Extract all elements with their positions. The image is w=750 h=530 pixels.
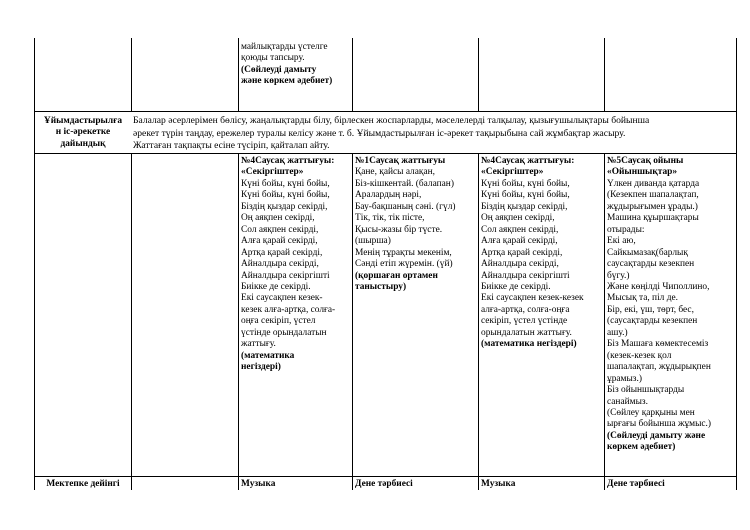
- finger-exercise-line: отырады:: [607, 224, 645, 235]
- finger-exercise-line: Айналдыра секіргішті: [241, 270, 330, 281]
- finger-exercise-monday: [241, 156, 335, 374]
- activity-desc-line-1: Балалар әсерлерімен бөлісу, жаңалықтарды білу, бірлескен жоспарларды, мәселелерді талқылау, қызығушылықтары бойынша: [133, 115, 650, 126]
- finger-exercise-line: Сол аяқпен секірді,: [241, 224, 319, 235]
- finger-exercise-line: Күні бойы, күні бойы,: [481, 190, 570, 201]
- finger-exercise-line: Артқа қарай секірді,: [481, 247, 563, 258]
- finger-exercise-line: (қоршаған ортамен: [355, 270, 438, 281]
- top-row-monday-cell: [241, 42, 332, 88]
- finger-exercise-line: (шырша): [355, 236, 391, 247]
- finger-exercise-line: Мысық та, піл де.: [607, 293, 678, 304]
- grid-line-h: [34, 153, 736, 154]
- finger-exercise-line: Сайкымазақ(барлық: [607, 247, 688, 258]
- finger-exercise-line: Сәнді етіп жүремін. (үй): [355, 259, 453, 270]
- finger-exercise-line: Айналдыра секірді,: [241, 259, 319, 270]
- grid-line-v: [604, 38, 605, 112]
- finger-exercise-line: Оң аяқпен секірді,: [241, 213, 315, 224]
- finger-exercise-line: (математика: [241, 350, 295, 361]
- grid-line-v: [478, 153, 479, 490]
- bottom-cell-pe-2: Дене тәрбиесі: [607, 479, 665, 489]
- top-row-monday-line: майлықтарды үстелге: [241, 42, 328, 52]
- grid-line-v: [604, 153, 605, 490]
- finger-exercise-line: Тік, тік, тік пісте,: [355, 213, 425, 224]
- finger-exercise-tuesday: [355, 156, 456, 293]
- grid-line-v: [131, 153, 132, 490]
- finger-exercise-line: саусақтарды кезекпен: [607, 259, 695, 270]
- finger-exercise-line: жұдырығымен ұрады.): [607, 201, 698, 212]
- finger-exercise-line: (Сөйлеуді дамыту және: [607, 430, 706, 441]
- finger-exercise-line: (кезек-кезек қол: [607, 350, 672, 361]
- finger-exercise-line: ашу.): [607, 327, 628, 338]
- finger-exercise-line: Екі саусақпен кезек-кезек: [481, 293, 584, 304]
- activity-label-line-3: дайындық: [60, 138, 106, 149]
- activity-row-label: [35, 116, 131, 150]
- finger-exercise-thursday: [607, 156, 711, 454]
- finger-exercise-line: №4Саусақ жаттығуы:: [241, 156, 335, 166]
- finger-exercise-line: (Кезекпен шапалақтап,: [607, 190, 699, 201]
- finger-exercise-line: Екі аю,: [607, 236, 636, 247]
- finger-exercise-line: орындалатын жаттығу.: [481, 327, 572, 338]
- finger-exercise-line: Біздің қыздар секірді,: [241, 201, 328, 212]
- finger-exercise-line: ұрамыз.): [607, 373, 642, 384]
- finger-exercise-line: №1Саусақ жаттығуы: [355, 156, 446, 166]
- bottom-cell-pe-1: Дене тәрбиесі: [355, 479, 413, 489]
- grid-line-v: [131, 38, 132, 112]
- finger-exercise-line: кезек алға-артқа, солға-: [241, 304, 336, 315]
- finger-exercise-line: «Ойыншықтар»: [607, 167, 678, 178]
- finger-exercise-line: оңға секіріп, үстел: [241, 316, 316, 327]
- finger-exercise-line: Алға қарай секірді,: [481, 236, 558, 247]
- activity-label-line-2: н іс-әрекетке: [55, 127, 111, 138]
- activity-desc-line-3: Жаттаған тақпақты есіне түсіріп, қайталап айту.: [133, 140, 330, 151]
- finger-exercise-line: Айналдыра секіргішті: [481, 270, 570, 281]
- finger-exercise-line: шапалақтап, жұдырықпен: [607, 362, 711, 373]
- grid-line-v: [34, 38, 35, 490]
- finger-exercise-line: (Сөйлеу қарқыны мен: [607, 407, 695, 418]
- top-row-monday-line: (Сөйлеуді дамыту: [241, 64, 317, 75]
- grid-line-v: [352, 38, 353, 112]
- activity-desc-line-2: әрекет түрін таңдау, ережелер туралы келісу және т. б. Ұйымдастырылған іс-әрекет тақырыбына сай жұмбақтар жасыру.: [133, 127, 626, 139]
- finger-exercise-line: №4Саусақ жаттығуы:: [481, 156, 575, 166]
- grid-line-v: [478, 38, 479, 112]
- activity-label-line-1: Ұйымдастырылға: [43, 116, 123, 126]
- finger-exercise-wednesday: [481, 156, 584, 351]
- finger-exercise-line: алға-артқа, солға-оңға: [481, 304, 570, 315]
- finger-exercise-line: Біз-кішкентай. (балапан): [355, 178, 454, 189]
- grid-line-v: [352, 153, 353, 490]
- grid-line-h: [34, 111, 736, 112]
- top-row-monday-line: қоюды тапсыру.: [241, 53, 305, 64]
- finger-exercise-line: Күні бойы, күні бойы,: [241, 190, 330, 201]
- finger-exercise-line: (математика негіздері): [481, 339, 577, 350]
- finger-exercise-line: Бір, екі, үш, төрт, бес,: [607, 304, 694, 315]
- finger-exercise-line: Біздің қыздар секірді,: [481, 201, 568, 212]
- finger-exercise-line: көркем әдебиет): [607, 442, 676, 453]
- finger-exercise-line: Машина құыршақтары: [607, 213, 699, 224]
- finger-exercise-line: Биікке де секірді.: [481, 281, 551, 292]
- finger-exercise-line: Күні бойы, күні бойы,: [481, 178, 570, 189]
- finger-exercise-line: санаймыз.: [607, 396, 648, 407]
- finger-exercise-line: Артқа қарай секірді,: [241, 247, 323, 258]
- finger-exercise-line: Күні бойы, күні бойы,: [241, 178, 330, 189]
- grid-line-h: [34, 476, 736, 477]
- finger-exercise-line: Алға қарай секірді,: [241, 236, 318, 247]
- finger-exercise-line: Екі саусақпен кезек-: [241, 293, 323, 304]
- finger-exercise-line: Сол аяқпен секірді,: [481, 224, 559, 235]
- finger-exercise-line: негіздері): [241, 362, 281, 373]
- finger-exercise-line: Менің тұрақты мекенім,: [355, 247, 452, 258]
- finger-exercise-line: бүгу.): [607, 270, 630, 281]
- grid-line-v: [736, 38, 737, 490]
- finger-exercise-line: «Секіргіштер»: [481, 167, 544, 178]
- finger-exercise-line: Біз Машаға көмектесеміз: [607, 339, 709, 350]
- finger-exercise-line: (саусақтарды кезекпен: [607, 316, 698, 327]
- finger-exercise-line: Біз ойыншықтарды: [607, 385, 685, 396]
- activity-row-description: [133, 115, 649, 153]
- finger-exercise-line: Бау-бақшаның сәні. (гүл): [355, 201, 456, 212]
- finger-exercise-line: жаттығу.: [241, 339, 276, 350]
- finger-exercise-line: Аралардың нәрі,: [355, 190, 422, 201]
- finger-exercise-line: үстінде орындалатын: [241, 327, 327, 338]
- finger-exercise-line: «Секіргіштер»: [241, 167, 304, 178]
- finger-exercise-line: Оң аяқпен секірді,: [481, 213, 555, 224]
- finger-exercise-line: Айналдыра секірді,: [481, 259, 559, 270]
- finger-exercise-line: таныстыру): [355, 281, 407, 292]
- finger-exercise-line: Үлкен диванда қатарда: [607, 178, 700, 189]
- finger-exercise-line: секіріп, үстел үстінде: [481, 316, 568, 327]
- grid-line-v: [238, 38, 239, 112]
- finger-exercise-line: Қане, қайсы алақан,: [355, 167, 435, 178]
- bottom-row-label: Мектепке дейінгі: [46, 479, 120, 489]
- finger-exercise-line: Биікке де секірді.: [241, 281, 311, 292]
- bottom-cell-music-1: Музыка: [241, 479, 276, 489]
- top-row-monday-line: және көркем әдебиет): [241, 76, 333, 87]
- bottom-cell-music-2: Музыка: [481, 479, 516, 489]
- grid-line-v: [238, 153, 239, 490]
- finger-exercise-line: Қысы-жазы бір түсте.: [355, 224, 443, 235]
- finger-exercise-line: Және көңілді Чиполлино,: [607, 281, 710, 292]
- finger-exercise-line: ырғағы бойынша жұмыс.): [607, 419, 712, 430]
- finger-exercise-line: №5Саусақ ойыны: [607, 156, 684, 166]
